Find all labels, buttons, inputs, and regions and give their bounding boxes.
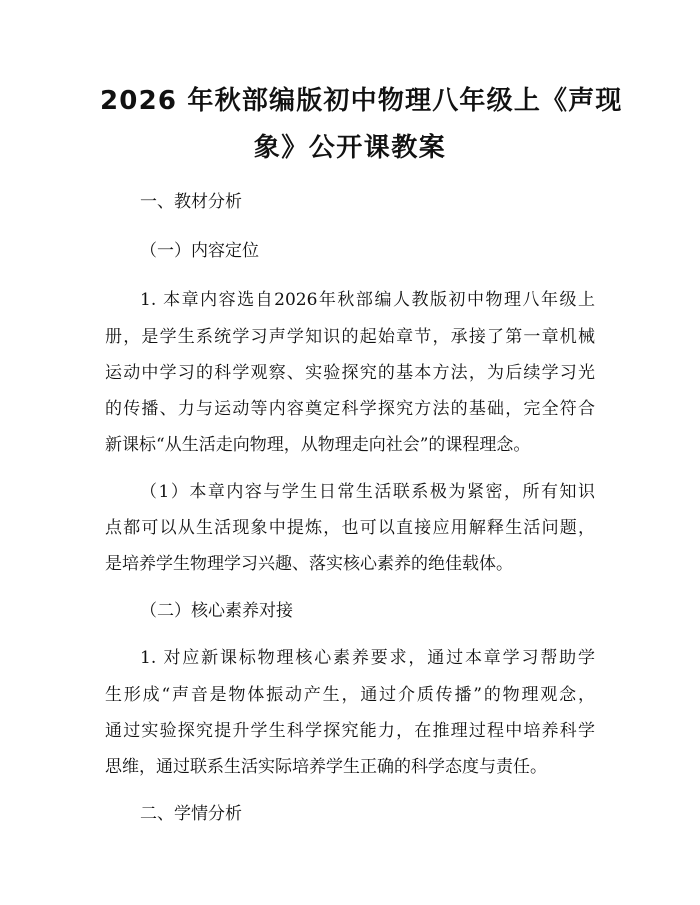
paragraph-1-line: 的传播、力与运动等内容奠定科学探究方法的基础，完全符合 <box>105 399 595 419</box>
paragraph-3-line: 通过实验探究提升学生科学探究能力，在推理过程中培养科学 <box>105 721 595 741</box>
paragraph-1-line: 册，是学生系统学习声学知识的起始章节，承接了第一章机械 <box>105 327 595 347</box>
document-title-line-2: 象》公开课教案 <box>253 133 447 163</box>
paragraph-3-line: 思维，通过联系生活实际培养学生正确的科学态度与责任。 <box>105 757 547 777</box>
paragraph-1-line: 1. 本章内容选自2026年秋部编人教版初中物理八年级上 <box>140 290 595 310</box>
section-heading-learner-analysis: 二、学情分析 <box>140 804 242 824</box>
paragraph-3-line: 1. 对应新课标物理核心素养要求，通过本章学习帮助学 <box>140 648 595 668</box>
subsection-heading-core-literacy: （二）核心素养对接 <box>140 601 293 621</box>
subsection-heading-content-positioning: （一）内容定位 <box>140 241 259 261</box>
paragraph-3-line: 生形成“声音是物体振动产生，通过介质传播”的物理观念， <box>105 685 595 705</box>
paragraph-2-line: 点都可以从生活现象中提炼，也可以直接应用解释生活问题， <box>105 518 595 538</box>
paragraph-2-line: （1）本章内容与学生日常生活联系极为紧密，所有知识 <box>140 482 595 502</box>
section-heading-textbook-analysis: 一、教材分析 <box>140 192 242 212</box>
paragraph-1-line: 运动中学习的科学观察、实验探究的基本方法，为后续学习光 <box>105 363 595 383</box>
paragraph-2-line: 是培养学生物理学习兴趣、落实核心素养的绝佳载体。 <box>105 554 513 574</box>
paragraph-1-line: 新课标“从生活走向物理，从物理走向社会”的课程理念。 <box>105 435 531 455</box>
document-title-line-1: 2026 年秋部编版初中物理八年级上《声现 <box>100 86 623 116</box>
